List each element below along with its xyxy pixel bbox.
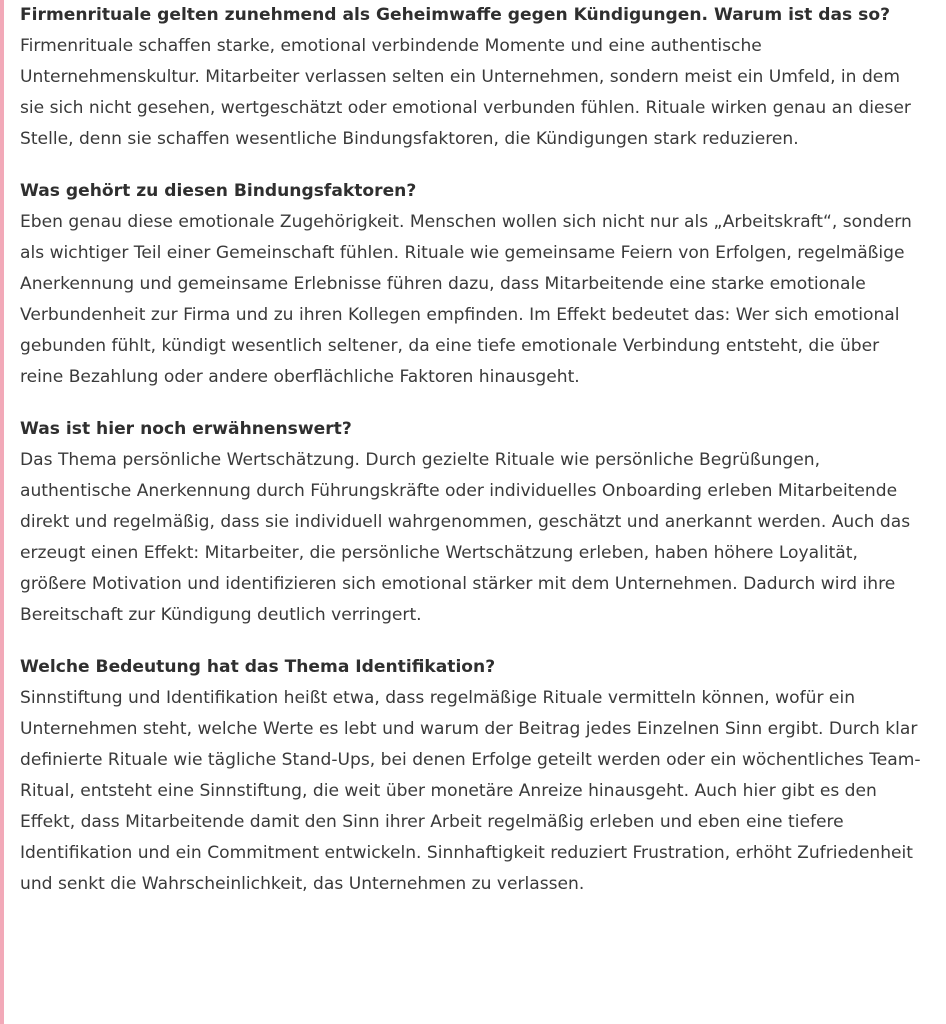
left-accent-bar: [0, 0, 4, 1024]
section-answer: Eben genau diese emotionale Zugehörigkeit. Menschen wollen sich nicht nur als „Arbeitskraft“, sondern als wichtiger Teil einer Gemeinschaft fühlen. Rituale wie gemeinsame Feiern von Erfolgen, regelmäßige Anerkennung und gemeinsame Erlebnisse führen dazu, dass Mitarbeitende eine starke emotionale Verbundenheit zur Firma und zu ihren Kollegen empfinden. Im Effekt bedeutet das: Wer sich emotional gebunden fühlt, kündigt wesentlich seltener, da eine tiefe emotionale Verbindung entsteht, die über reine Bezahlung oder andere oberflächliche Faktoren hinausgeht.: [20, 212, 912, 387]
section-question: Firmenrituale gelten zunehmend als Geheimwaffe gegen Kündigungen. Warum ist das so?: [20, 5, 890, 25]
qa-section: [20, 414, 925, 631]
section-answer: Firmenrituale schaffen starke, emotional verbindende Momente und eine authentische Unternehmenskultur. Mitarbeiter verlassen selten ein Unternehmen, sondern meist ein Umfeld, in dem sie sich nicht gesehen, wertgeschätzt oder emotional verbunden fühlen. Rituale wirken genau an dieser Stelle, denn sie schaffen wesentliche Bindungsfaktoren, die Kündigungen stark reduzieren.: [20, 36, 911, 149]
section-question: Was ist hier noch erwähnenswert?: [20, 419, 352, 439]
qa-section: [20, 176, 925, 393]
qa-section: [20, 652, 925, 900]
section-question: Welche Bedeutung hat das Thema Identifikation?: [20, 657, 496, 677]
section-answer: Das Thema persönliche Wertschätzung. Durch gezielte Rituale wie persönliche Begrüßungen, authentische Anerkennung durch Führungskräfte oder individuelles Onboarding erleben Mitarbeitende direkt und regelmäßig, dass sie individuell wahrgenommen, geschätzt und anerkannt werden. Auch das erzeugt einen Effekt: Mitarbeiter, die persönliche Wertschätzung erleben, haben höhere Loyalität, größere Motivation und identifizieren sich emotional stärker mit dem Unternehmen. Dadurch wird ihre Bereitschaft zur Kündigung deutlich verringert.: [20, 450, 911, 625]
article-body: [20, 0, 925, 900]
section-question: Was gehört zu diesen Bindungsfaktoren?: [20, 181, 417, 201]
section-answer: Sinnstiftung und Identifikation heißt etwa, dass regelmäßige Rituale vermitteln können, wofür ein Unternehmen steht, welche Werte es lebt und warum der Beitrag jedes Einzelnen Sinn ergibt. Durch klar definierte Rituale wie tägliche Stand-Ups, bei denen Erfolge geteilt werden oder ein wöchentliches Team-Ritual, entsteht eine Sinnstiftung, die weit über monetäre Anreize hinausgeht. Auch hier gibt es den Effekt, dass Mitarbeitende damit den Sinn ihrer Arbeit regelmäßig erleben und eben eine tiefere Identifikation und ein Commitment entwickeln. Sinnhaftigkeit reduziert Frustration, erhöht Zufriedenheit und senkt die Wahrscheinlichkeit, das Unternehmen zu verlassen.: [20, 688, 921, 894]
qa-section: [20, 0, 925, 155]
